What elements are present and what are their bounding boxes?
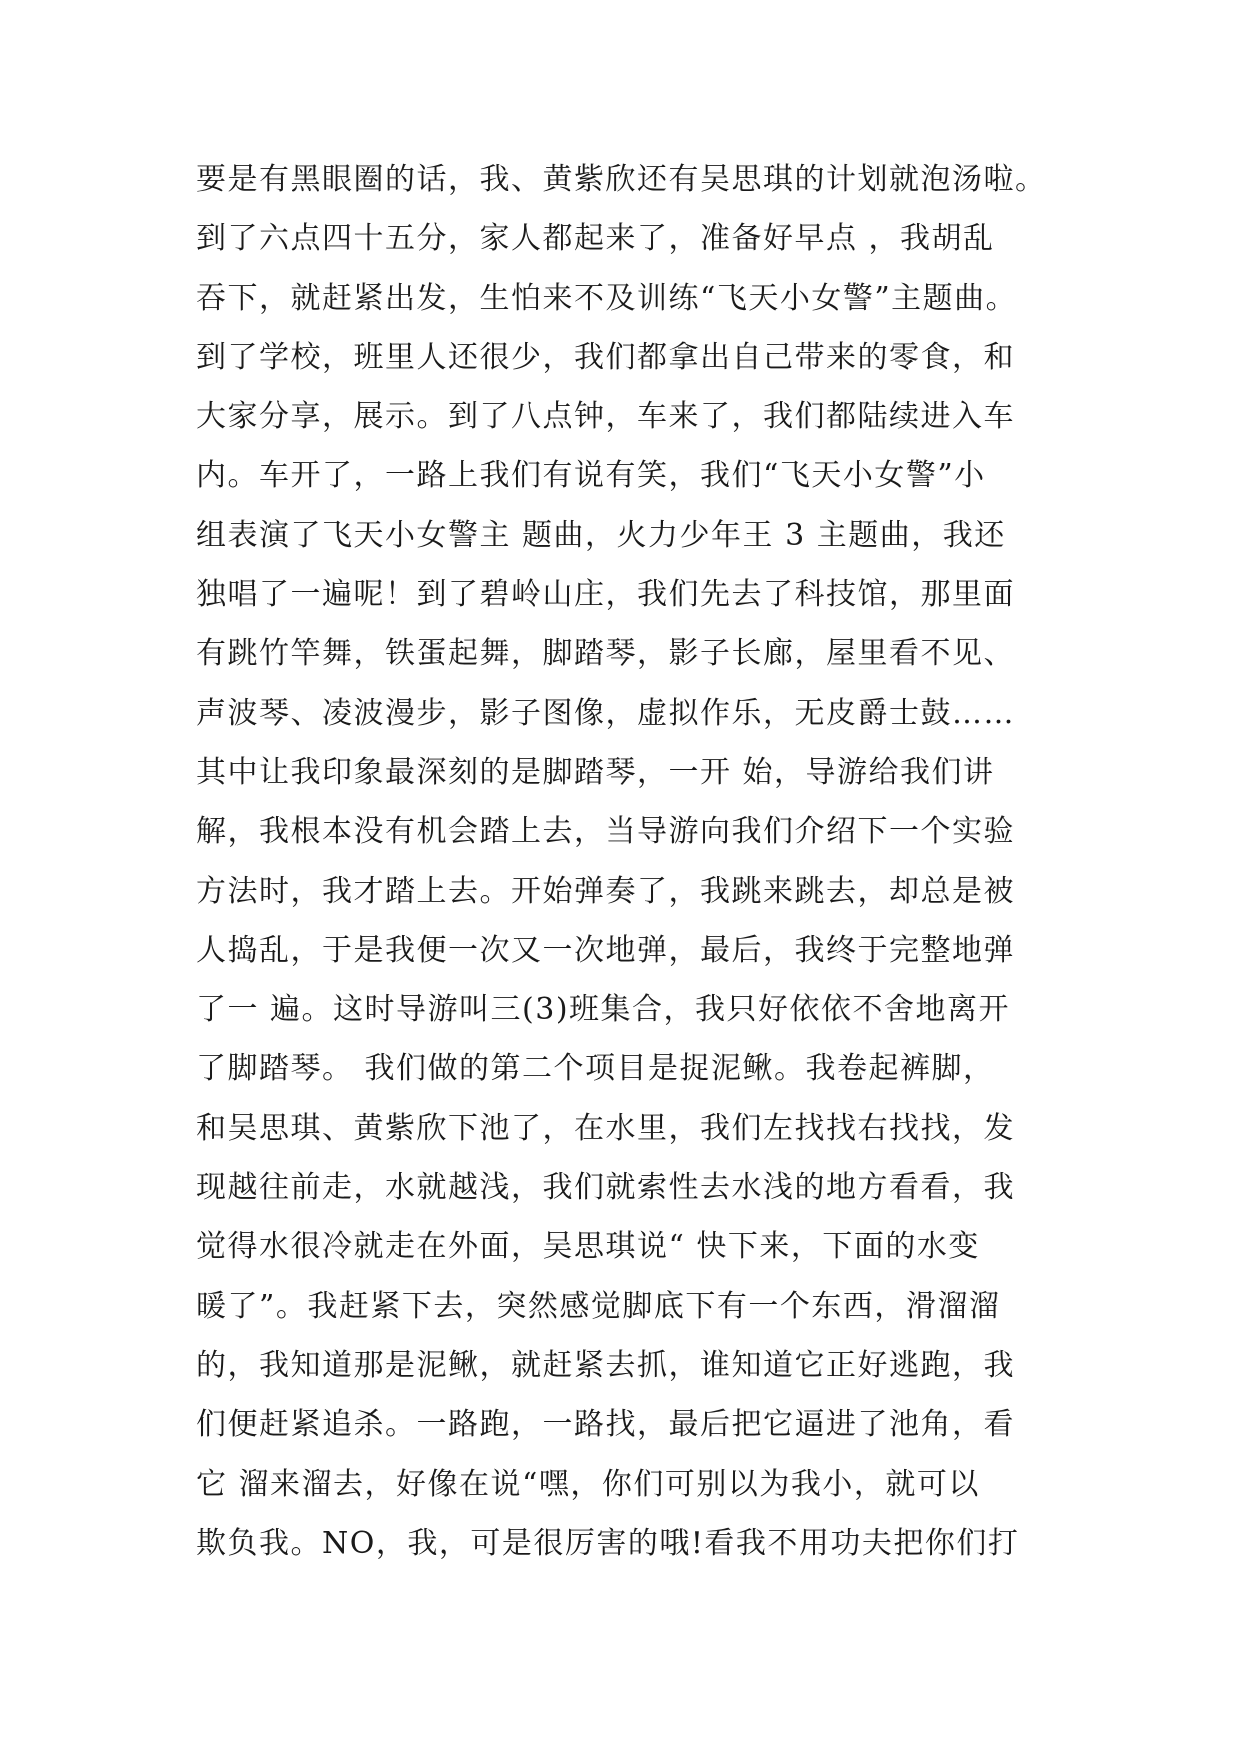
- text-line: 组表演了飞天小女警主 题曲，火力少年王 3 主题曲，我还: [196, 517, 1006, 553]
- body-text: [196, 150, 1076, 1573]
- text-line: 有跳竹竿舞，铁蛋起舞，脚踏琴，影子长廊，屋里看不见、: [196, 636, 1015, 672]
- text-line: 内。车开了，一路上我们有说有笑，我们“飞天小女警”小: [196, 458, 986, 494]
- text-line: 独唱了一遍呢！到了碧岭山庄，我们先去了科技馆，那里面: [196, 577, 1015, 613]
- text-line: 们便赶紧追杀。一路跑，一路找，最后把它逼进了池角，看: [196, 1407, 1015, 1443]
- text-line: 暖了”。我赶紧下去，突然感觉脚底下有一个东西，滑溜溜: [196, 1288, 1001, 1324]
- text-line: 到了六点四十五分，家人都起来了，准备好早点 ，我胡乱: [196, 221, 995, 257]
- text-line: 了一 遍。这时导游叫三(3)班集合，我只好依依不舍地离开: [196, 992, 1011, 1028]
- text-line: 觉得水很冷就走在外面，吴思琪说“ 快下来，下面的水变: [196, 1229, 980, 1265]
- text-line: 到了学校，班里人还很少，我们都拿出自己带来的零食，和: [196, 339, 1015, 375]
- text-line: 人捣乱，于是我便一次又一次地弹，最后，我终于完整地弹: [196, 932, 1015, 968]
- text-line: 了脚踏琴。 我们做的第二个项目是捉泥鳅。我卷起裤脚，: [196, 1051, 995, 1087]
- text-line: 的，我知道那是泥鳅，就赶紧去抓，谁知道它正好逃跑，我: [196, 1347, 1015, 1383]
- text-line: 解，我根本没有机会踏上去，当导游向我们介绍下一个实验: [196, 814, 1015, 850]
- text-line: 要是有黑眼圈的话，我、黄紫欣还有吴思琪的计划就泡汤啦。: [196, 162, 1047, 197]
- text-line: 和吴思琪、黄紫欣下池了，在水里，我们左找找右找找，发: [196, 1110, 1015, 1146]
- text-line: 吞下，就赶紧出发，生怕来不及训练“飞天小女警”主题曲。: [196, 280, 1018, 316]
- text-line: 大家分享，展示。到了八点钟，车来了，我们都陆续进入车: [196, 399, 1015, 435]
- text-line: 方法时，我才踏上去。开始弹奏了，我跳来跳去，却总是被: [196, 873, 1015, 909]
- text-line: 声波琴、凌波漫步，影子图像，虚拟作乐，无皮爵士鼓……: [196, 695, 1015, 731]
- text-line: 它 溜来溜去，好像在说“嘿，你们可别以为我小，就可以: [196, 1466, 980, 1502]
- text-line: 其中让我印象最深刻的是脚踏琴，一开 始，导游给我们讲: [196, 754, 995, 790]
- text-line: 欺负我。NO，我，可是很厉害的哦!看我不用功夫把你们打: [196, 1525, 1020, 1561]
- text-line: 现越往前走，水就越浅，我们就索性去水浅的地方看看，我: [196, 1170, 1015, 1206]
